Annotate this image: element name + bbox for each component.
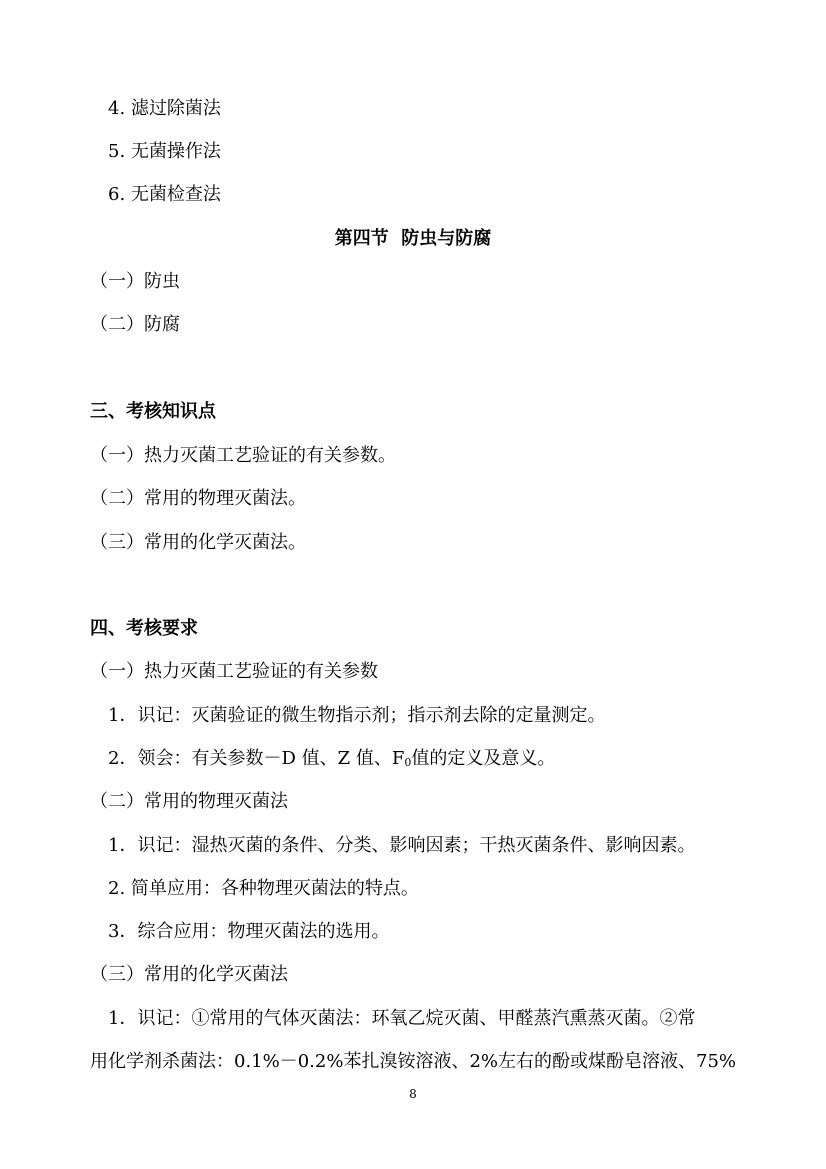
- requirement-item: 1．识记：灭菌验证的微生物指示剂；指示剂去除的定量测定。: [108, 705, 606, 726]
- knowledge-point-item: （一）热力灭菌工艺验证的有关参数。: [90, 445, 396, 466]
- heading-knowledge-points: 三、考核知识点: [90, 401, 216, 422]
- list-item: [108, 141, 221, 163]
- item-number: 4.: [108, 98, 126, 119]
- requirement-item: 1．识记：①常用的气体灭菌法：环氧乙烷灭菌、甲醛蒸汽熏蒸灭菌。②常: [108, 1008, 696, 1029]
- section-item: （一）防虫: [90, 271, 180, 292]
- requirement-group: （一）热力灭菌工艺验证的有关参数: [90, 661, 378, 682]
- item-text: 无菌操作法: [130, 141, 221, 162]
- list-item: [108, 184, 221, 206]
- item-text: 无菌检查法: [130, 184, 221, 205]
- subscript: 0: [404, 756, 412, 769]
- item-number: 5.: [108, 141, 126, 162]
- item-text: 滤过除菌法: [130, 98, 221, 119]
- requirement-item: 2. 简单应用：各种物理灭菌法的特点。: [108, 878, 419, 899]
- section-item: （二）防腐: [90, 314, 180, 335]
- knowledge-point-item: （三）常用的化学灭菌法。: [90, 532, 306, 553]
- requirement-group: （二）常用的物理灭菌法: [90, 791, 288, 812]
- knowledge-point-item: （二）常用的物理灭菌法。: [90, 488, 306, 509]
- page-number: 8: [409, 1087, 417, 1101]
- list-item: [108, 98, 221, 120]
- requirement-group: （三）常用的化学灭菌法: [90, 964, 288, 985]
- heading-requirements: 四、考核要求: [90, 618, 198, 639]
- requirement-item: 3．综合应用：物理灭菌法的选用。: [108, 921, 390, 942]
- section-title: 第四节 防虫与防腐: [334, 228, 492, 249]
- requirement-item: 1．识记：湿热灭菌的条件、分类、影响因素；干热灭菌条件、影响因素。: [108, 835, 696, 856]
- item-number: 6.: [108, 184, 126, 205]
- requirement-item-continued: 用化学剂杀菌法：0.1%－0.2%苯扎溴铵溶液、2%左右的酚或煤酚皂溶液、75%: [90, 1051, 737, 1072]
- requirement-item: 2．领会：有关参数－D 值、Z 值、$F_0$值的定义及意义。: [108, 748, 556, 769]
